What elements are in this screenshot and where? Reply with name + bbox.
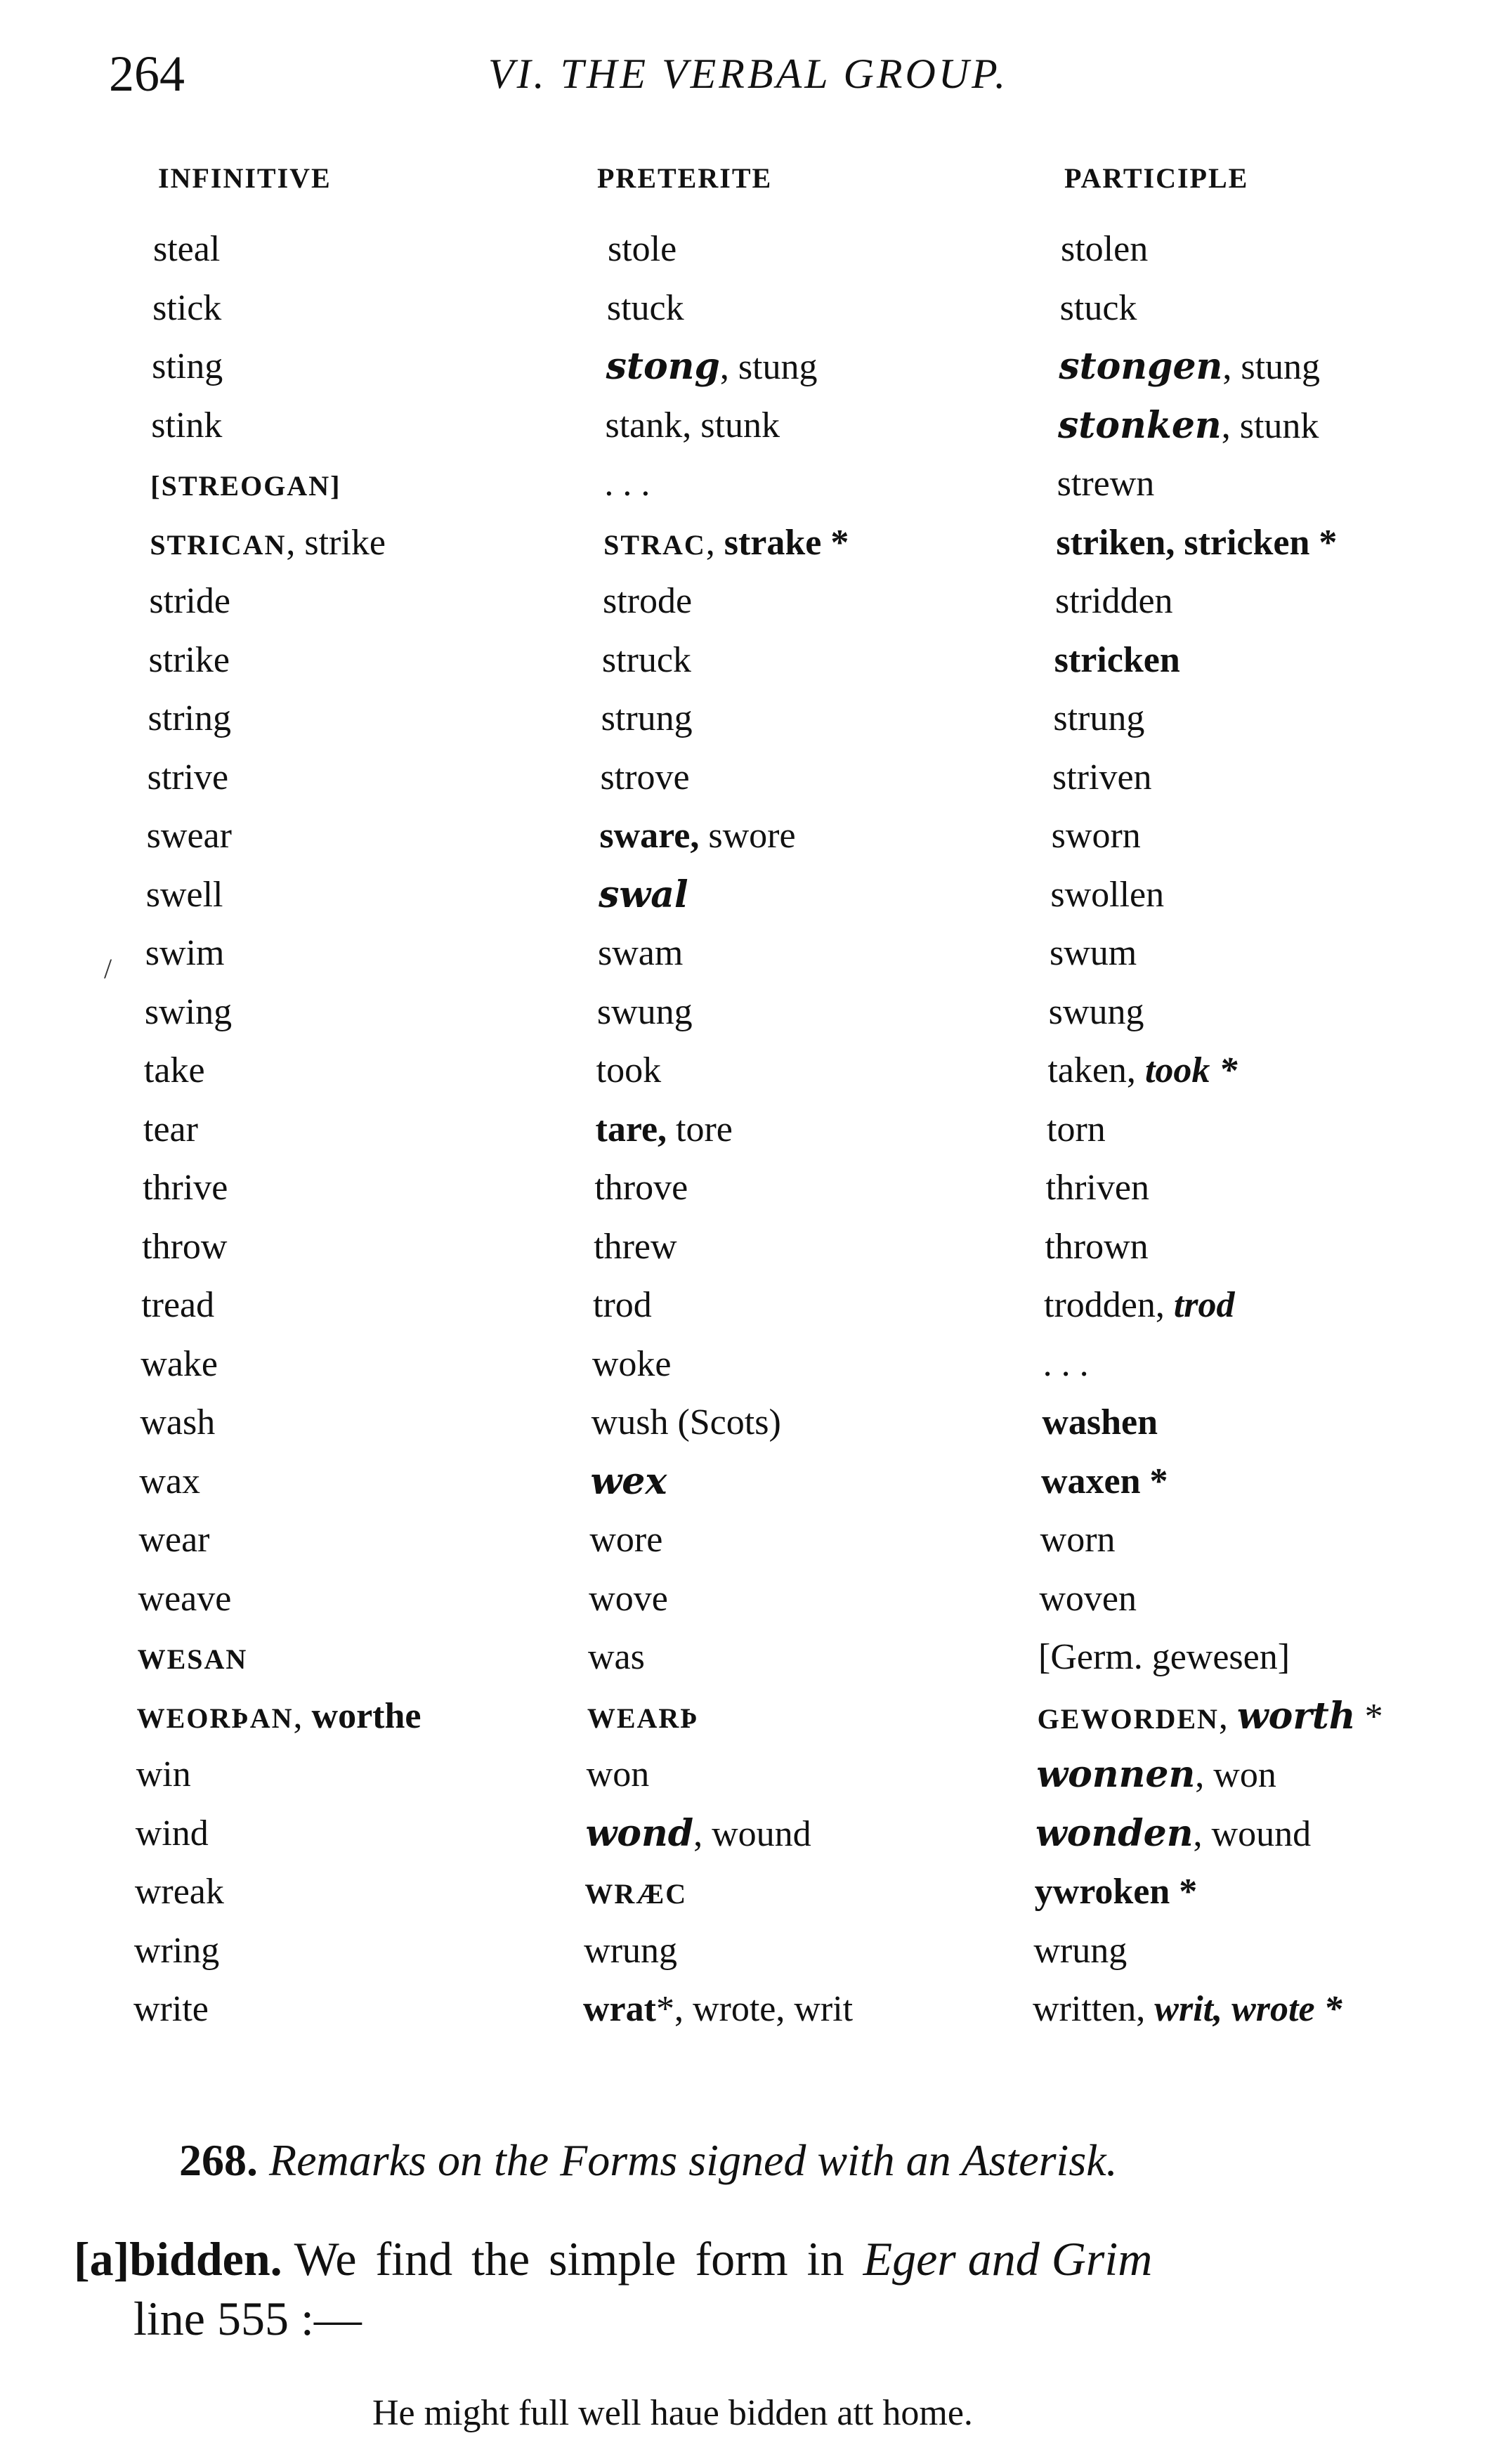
verb-form-text: strive: [147, 757, 229, 797]
verb-form-text: worthe: [311, 1695, 421, 1736]
verb-preterite-cell: [604, 459, 650, 509]
verb-preterite-cell: [587, 1750, 650, 1799]
verb-preterite-cell: [599, 811, 795, 861]
verb-preterite-cell: [596, 1105, 733, 1154]
verb-form-text: WESAN: [137, 1643, 248, 1675]
verb-preterite-cell: [602, 636, 691, 685]
verb-infinitive-cell: [146, 871, 223, 920]
verb-form-text: wex: [590, 1459, 667, 1503]
verb-preterite-cell: [592, 1398, 781, 1447]
verb-infinitive-cell: [141, 1281, 214, 1330]
verb-infinitive-cell: [138, 1633, 248, 1684]
verb-form-text: . . .: [604, 464, 651, 504]
section-number: 268.: [179, 2135, 258, 2185]
verb-form-text: tread: [141, 1285, 215, 1325]
verb-form-text: wash: [140, 1402, 216, 1442]
entry-paragraph: [74, 2231, 1451, 2287]
verb-infinitive-cell: [150, 519, 386, 570]
verb-form-text: WRÆC: [584, 1878, 688, 1910]
verb-infinitive-cell: [139, 1457, 200, 1506]
verb-form-text: striken, stricken *: [1056, 522, 1338, 563]
verb-form-text: swim: [145, 933, 225, 973]
verb-form-text: thriven: [1045, 1168, 1149, 1208]
verb-form-text: swum: [1050, 933, 1137, 973]
verb-form-text: wrung: [1033, 1930, 1128, 1971]
verb-form-text: wond: [585, 1811, 694, 1855]
verb-participle-cell: [1055, 577, 1173, 626]
verb-form-text: take: [143, 1050, 205, 1090]
verb-form-text: wrat: [583, 1989, 656, 2029]
verb-participle-cell: [1035, 1809, 1311, 1859]
page-number: 264: [109, 46, 185, 102]
verb-participle-cell: [1039, 1575, 1137, 1624]
verb-form-text: sting: [152, 346, 223, 386]
verb-preterite-cell: [591, 1457, 667, 1507]
verb-form-text: stonken: [1058, 403, 1222, 447]
verb-participle-cell: [1047, 1046, 1237, 1095]
verb-form-text: striven: [1052, 757, 1152, 797]
verb-form-text: WEARÞ: [587, 1702, 699, 1734]
verb-participle-cell: [1050, 929, 1137, 978]
verb-form-text: strewn: [1057, 464, 1155, 504]
verb-form-text: strung: [601, 698, 693, 738]
verb-participle-cell: [1049, 988, 1144, 1037]
verb-form-text: trod: [1173, 1285, 1235, 1325]
verb-form-text: stridden: [1055, 581, 1173, 621]
verb-participle-cell: [1033, 1927, 1127, 1976]
verb-form-text: ,: [705, 522, 724, 563]
margin-mark: /: [104, 953, 112, 984]
entry-text: We find the simple form in: [294, 2232, 863, 2286]
verb-form-text: stricken: [1054, 639, 1180, 680]
running-head: VI. THE VERBAL GROUP.: [488, 51, 1009, 97]
verb-form-text: steal: [153, 229, 221, 269]
verb-preterite-cell: [597, 988, 693, 1037]
verb-form-text: , stunk: [1221, 405, 1319, 446]
verb-form-text: , stung: [719, 347, 818, 387]
verb-form-text: trodden,: [1044, 1285, 1174, 1325]
verb-preterite-cell: [603, 519, 849, 570]
verb-infinitive-cell: [148, 694, 231, 743]
verb-participle-cell: [1033, 1985, 1342, 2034]
verb-form-text: STRAC: [603, 528, 706, 561]
verb-form-text: tore: [667, 1109, 733, 1149]
verb-form-text: wove: [589, 1578, 668, 1619]
verb-participle-cell: [1038, 1633, 1290, 1682]
verb-participle-cell: [1046, 1163, 1149, 1213]
verb-form-text: waxen *: [1041, 1461, 1168, 1501]
verb-participle-cell: [1038, 1692, 1383, 1744]
verb-form-text: WEORÞAN: [136, 1702, 294, 1734]
verb-form-text: *: [1355, 1696, 1383, 1737]
verb-infinitive-cell: [152, 284, 221, 333]
verb-preterite-cell: [589, 1515, 662, 1565]
verb-participle-cell: [1041, 1457, 1168, 1506]
verb-preterite-cell: [586, 1809, 811, 1859]
verb-participle-cell: [1044, 1281, 1235, 1330]
verb-form-text: throw: [142, 1226, 228, 1267]
verb-participle-cell: [1043, 1340, 1089, 1389]
verb-form-text: throve: [594, 1168, 688, 1208]
verb-form-text: was: [588, 1637, 645, 1677]
verb-form-text: thrown: [1045, 1226, 1149, 1267]
verb-form-text: stong: [606, 345, 720, 388]
verb-form-text: ywroken *: [1034, 1872, 1198, 1912]
verb-form-text: took: [596, 1050, 662, 1090]
verb-form-text: stongen: [1059, 345, 1223, 388]
verb-form-text: stuck: [606, 287, 684, 328]
verb-preterite-cell: [599, 871, 688, 920]
verb-participle-cell: [1058, 401, 1319, 451]
verb-infinitive-cell: [144, 1046, 205, 1095]
verb-form-text: , stung: [1222, 347, 1321, 387]
verb-form-text: strove: [600, 757, 690, 797]
verb-form-text: stolen: [1061, 229, 1149, 269]
verb-form-text: STRICAN: [150, 528, 287, 561]
verb-preterite-cell: [596, 1046, 661, 1095]
verb-form-text: taken,: [1047, 1050, 1145, 1090]
verb-form-text: tear: [143, 1109, 198, 1149]
verb-preterite-cell: [588, 1633, 645, 1682]
verb-participle-cell: [1061, 225, 1148, 274]
verb-form-text: swung: [1048, 991, 1144, 1032]
verb-infinitive-cell: [136, 1809, 209, 1858]
verb-preterite-cell: [607, 284, 684, 333]
verb-form-text: swal: [599, 873, 688, 916]
verb-form-text: sware,: [599, 816, 700, 856]
verb-form-text: strike: [148, 639, 230, 680]
verb-form-text: win: [136, 1754, 191, 1794]
verb-form-text: swore: [699, 816, 796, 856]
verb-form-text: stink: [151, 405, 223, 445]
verb-participle-cell: [1052, 753, 1152, 802]
verb-form-text: wonnen: [1036, 1753, 1196, 1796]
verb-preterite-cell: [603, 577, 692, 626]
verb-participle-cell: [1040, 1515, 1116, 1565]
verb-participle-cell: [1047, 1105, 1106, 1154]
verb-infinitive-cell: [140, 1398, 215, 1447]
verb-preterite-cell: [583, 1985, 853, 2034]
verb-form-text: ,: [293, 1695, 312, 1736]
verb-form-text: , won: [1195, 1755, 1276, 1795]
verb-form-text: stuck: [1059, 287, 1137, 328]
column-header-participle: PARTICIPLE: [1064, 162, 1249, 194]
verb-infinitive-cell: [134, 1927, 219, 1976]
verb-form-text: woke: [592, 1343, 672, 1384]
verb-form-text: tare,: [595, 1109, 667, 1149]
verb-form-text: wear: [138, 1520, 210, 1560]
verb-infinitive-cell: [145, 988, 232, 1037]
verb-preterite-cell: [601, 753, 690, 802]
verb-form-text: wax: [139, 1461, 201, 1501]
verb-infinitive-cell: [143, 1163, 228, 1213]
verb-form-text: wonden: [1035, 1811, 1194, 1855]
verb-form-text: . . .: [1043, 1343, 1089, 1384]
verb-form-text: took *: [1144, 1050, 1238, 1090]
verb-form-text: wush (Scots): [591, 1402, 781, 1442]
verb-preterite-cell: [601, 694, 693, 743]
verb-infinitive-cell: [136, 1750, 191, 1799]
verb-form-text: GEWORDEN: [1037, 1702, 1219, 1735]
verb-form-text: sworn: [1051, 816, 1141, 856]
verb-infinitive-cell: [138, 1515, 209, 1565]
verb-participle-cell: [1036, 1750, 1276, 1800]
verb-infinitive-cell: [153, 225, 220, 274]
verb-preterite-cell: [594, 1223, 677, 1272]
verb-preterite-cell: [606, 401, 780, 450]
verb-participle-cell: [1042, 1398, 1158, 1447]
page-header: [109, 35, 1444, 112]
verb-form-text: written,: [1033, 1989, 1155, 2029]
verb-form-text: wrung: [584, 1930, 678, 1971]
verb-infinitive-cell: [143, 1105, 198, 1154]
verb-participle-cell: [1057, 459, 1155, 509]
verb-form-text: [STREOGAN]: [150, 470, 341, 502]
verb-participle-cell: [1056, 519, 1337, 568]
verb-participle-cell: [1060, 284, 1137, 333]
verb-participle-cell: [1054, 636, 1180, 685]
verb-preterite-cell: [587, 1692, 699, 1743]
verb-infinitive-cell: [133, 1985, 209, 2034]
verb-form-text: *, wrote, writ: [655, 1989, 854, 2029]
verb-form-text: strake *: [724, 522, 849, 563]
quotation: He might full well haue bidden att home.: [372, 2393, 973, 2433]
verb-participle-cell: [1059, 342, 1320, 392]
verb-preterite-cell: [598, 929, 683, 978]
verb-infinitive-cell: [149, 577, 230, 626]
verb-participle-cell: [1045, 1223, 1148, 1272]
verb-form-text: struck: [601, 639, 691, 680]
verb-participle-cell: [1035, 1867, 1198, 1917]
verb-form-text: wore: [589, 1520, 663, 1560]
verb-infinitive-cell: [140, 1340, 218, 1389]
verb-preterite-cell: [592, 1340, 672, 1389]
verb-form-text: swear: [146, 816, 232, 856]
verb-form-text: stole: [608, 229, 677, 269]
verb-infinitive-cell: [152, 342, 223, 391]
verb-form-text: wring: [133, 1930, 220, 1971]
section-heading: [179, 2132, 1118, 2189]
verb-form-text: torn: [1047, 1109, 1106, 1149]
verb-form-text: swell: [145, 874, 223, 915]
column-header-preterite: PRETERITE: [597, 162, 773, 194]
verb-preterite-cell: [593, 1281, 652, 1330]
verb-form-text: washen: [1042, 1402, 1158, 1442]
verb-form-text: [Germ. gewesen]: [1038, 1637, 1290, 1677]
verb-form-text: strung: [1053, 698, 1145, 738]
section-title: Remarks on the Forms signed with an Asterisk.: [269, 2135, 1118, 2185]
verb-infinitive-cell: [151, 401, 222, 450]
verb-form-text: ,: [1218, 1696, 1237, 1737]
verb-form-text: stick: [152, 287, 222, 328]
verb-form-text: wreak: [134, 1872, 224, 1912]
verb-form-text: , wound: [1193, 1813, 1312, 1854]
verb-form-text: swung: [596, 991, 693, 1032]
verb-form-text: wind: [135, 1813, 209, 1853]
verb-infinitive-cell: [135, 1867, 224, 1917]
verb-infinitive-cell: [147, 811, 232, 861]
verb-form-text: wake: [140, 1343, 218, 1384]
verb-infinitive-cell: [148, 753, 229, 802]
verb-infinitive-cell: [150, 459, 341, 511]
verb-infinitive-cell: [148, 636, 230, 685]
verb-preterite-cell: [589, 1575, 668, 1624]
verb-participle-cell: [1053, 694, 1144, 743]
verb-form-text: swam: [598, 933, 684, 973]
verb-form-text: thrive: [143, 1168, 228, 1208]
verb-form-text: stride: [149, 581, 230, 621]
verb-preterite-cell: [584, 1927, 677, 1976]
verb-form-text: , strike: [286, 522, 386, 563]
verb-form-text: won: [586, 1754, 650, 1794]
verb-preterite-cell: [594, 1163, 688, 1213]
verb-form-text: woven: [1039, 1578, 1137, 1619]
column-header-infinitive: INFINITIVE: [158, 162, 332, 194]
verb-preterite-cell: [584, 1867, 687, 1919]
verb-form-text: worth: [1236, 1694, 1356, 1738]
verb-form-text: writ, wrote *: [1154, 1989, 1342, 2029]
verb-form-text: string: [148, 698, 231, 738]
verb-form-text: write: [133, 1989, 209, 2029]
verb-participle-cell: [1050, 871, 1164, 920]
verb-participle-cell: [1052, 811, 1141, 861]
verb-form-text: swing: [144, 991, 233, 1032]
verb-infinitive-cell: [145, 929, 225, 978]
verb-form-text: swollen: [1050, 874, 1165, 915]
verb-form-text: trod: [593, 1285, 652, 1325]
verb-preterite-cell: [608, 225, 677, 274]
verb-infinitive-cell: [138, 1575, 232, 1624]
verb-form-text: , wound: [693, 1813, 811, 1854]
entry-line-reference: line 555 :—: [133, 2292, 362, 2345]
verb-form-text: strode: [603, 581, 693, 621]
entry-source-title: Eger and Grim: [863, 2232, 1153, 2286]
verb-preterite-cell: [606, 342, 818, 392]
verb-infinitive-cell: [137, 1692, 421, 1743]
verb-form-text: stank, stunk: [605, 405, 780, 445]
verb-form-text: threw: [594, 1226, 677, 1267]
verb-form-text: weave: [138, 1578, 232, 1619]
entry-headword: [a]bidden.: [74, 2232, 282, 2286]
verb-infinitive-cell: [142, 1223, 227, 1272]
verb-form-text: worn: [1040, 1520, 1116, 1560]
